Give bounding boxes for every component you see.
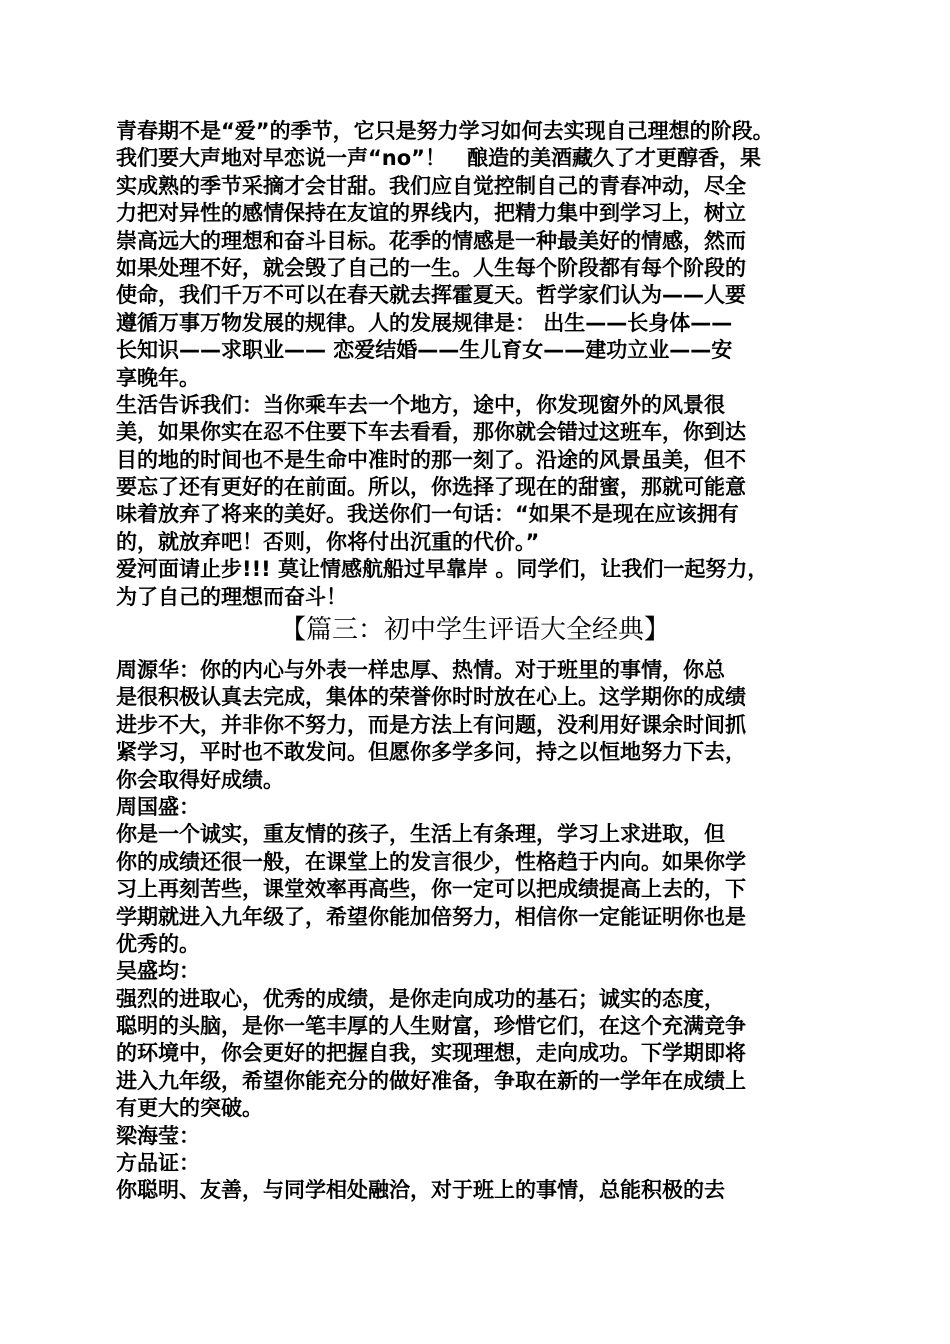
text-line: 青春期不是“爱”的季节，它只是努力学习如何去实现自己理想的阶段。 (116, 119, 774, 143)
student-name: 周国盛： (116, 794, 200, 819)
text-line: 聪明的头脑，是你一笔丰厚的人生财富，珍惜它们，在这个充满竞争 (116, 1014, 746, 1039)
text-line: 你聪明、友善，与同学相处融洽，对于班上的事情，总能积极的去 (116, 1178, 725, 1203)
student-name: 吴盛均： (116, 959, 200, 984)
text-line: 爱河面请止步!!! 莫让情感航船过早靠岸 。同学们，让我们一起努力， (116, 557, 769, 582)
text-line: 长知识——求职业—— 恋爱结婚——生儿育女——建功立业——安 (116, 338, 733, 363)
text-line: 紧学习，平时也不敢发问。但愿你多学多问，持之以恒地努力下去， (116, 740, 746, 765)
text-line: 味着放弃了将来的美好。我送你们一句话：“如果不是现在应该拥有 (116, 502, 739, 527)
text-line: 为了自己的理想而奋斗！ (116, 584, 347, 609)
text-line: 目的地的时间也不是生命中准时的那一刻了。沿途的风景虽美，但不 (116, 447, 746, 472)
text-line: 的，就放弃吧！否则，你将付出沉重的代价。” (116, 529, 540, 554)
text-line: 学期就进入九年级了，希望你能加倍努力，相信你一定能证明你也是 (116, 904, 746, 929)
text-line: 要忘了还有更好的在前面。所以，你选择了现在的甜蜜，那就可能意 (116, 475, 746, 500)
section-early-love-text (116, 118, 838, 611)
text-line: 有更大的突破。 (116, 1096, 263, 1121)
text-line: 你会取得好成绩。 (116, 767, 284, 792)
student-name: 梁海莹： (116, 1123, 200, 1148)
text-line: 实成熟的季节采摘才会甘甜。我们应自觉控制自己的青春冲动，尽全 (116, 173, 746, 198)
text-line: 你是一个诚实，重友情的孩子，生活上有条理，学习上求进取，但 (116, 822, 725, 847)
text-line: 强烈的进取心，优秀的成绩，是你走向成功的基石；诚实的态度， (116, 986, 725, 1011)
text-line: 使命，我们千万不可以在春天就去挥霍夏天。哲学家们认为——人要 (116, 283, 746, 308)
text-line: 美，如果你实在忍不住要下车去看看，那你就会错过这班车，你到达 (116, 420, 746, 445)
section-heading: 【篇三：初中学生评语大全经典】 (279, 615, 670, 645)
text-line: 遵循万事万物发展的规律。人的发展规律是： 出生——长身体—— (116, 310, 733, 335)
text-line: 你的成绩还很一般，在课堂上的发言很少，性格趋于内向。如果你学 (116, 849, 746, 874)
text-line: 周源华：你的内心与外表一样忠厚、热情。对于班里的事情，你总 (116, 658, 725, 682)
text-line: 进入九年级，希望你能充分的做好准备，争取在新的一学年在成绩上 (116, 1068, 746, 1093)
text-line: 我们要大声地对早恋说一声“no”！ 酿造的美酒藏久了才更醇香，果 (116, 146, 761, 171)
text-line: 崇高远大的理想和奋斗目标。花季的情感是一种最美好的情感，然而 (116, 228, 746, 253)
text-line: 如果处理不好，就会毁了自己的一生。人生每个阶段都有每个阶段的 (116, 255, 746, 280)
text-line: 优秀的。 (116, 931, 200, 956)
text-line: 享晚年。 (116, 365, 200, 390)
section-student-comments (116, 657, 838, 1205)
text-line: 进步不大，并非你不努力，而是方法上有问题，没利用好课余时间抓 (116, 712, 746, 737)
text-line: 习上再刻苦些，课堂效率再高些，你一定可以把成绩提高上去的，下 (116, 877, 746, 902)
student-name: 方品证： (116, 1151, 200, 1176)
text-line: 力把对异性的感情保持在友谊的界线内，把精力集中到学习上，树立 (116, 201, 746, 226)
text-line: 是很积极认真去完成，集体的荣誉你时时放在心上。这学期你的成绩 (116, 685, 746, 710)
text-line: 的环境中，你会更好的把握自我，实现理想，走向成功。下学期即将 (116, 1041, 746, 1066)
text-line: 生活告诉我们：当你乘车去一个地方，途中，你发现窗外的风景很 (116, 392, 725, 417)
